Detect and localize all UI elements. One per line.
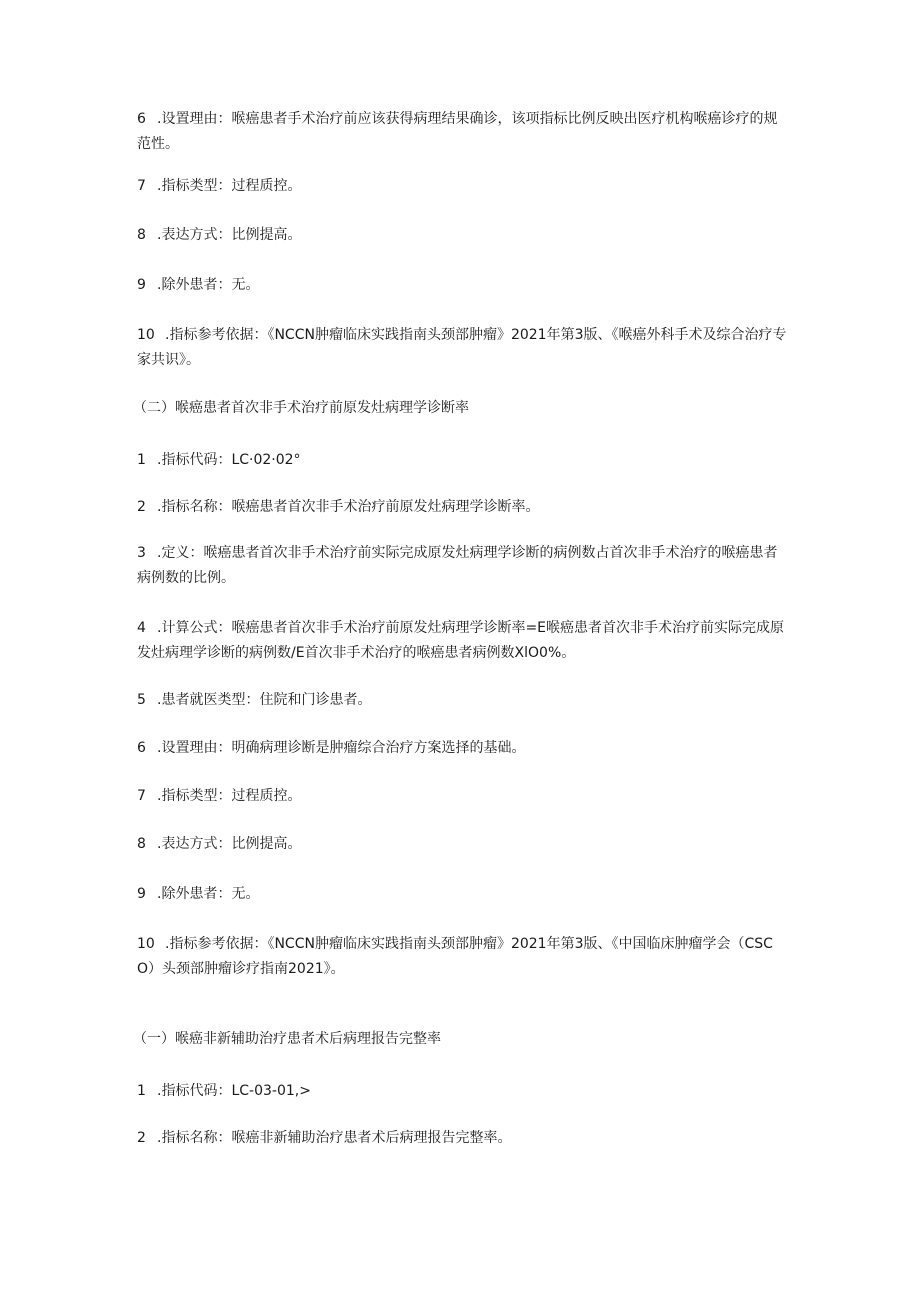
item-text: .表达方式：比例提高。 — [157, 836, 302, 852]
item-text: .表达方式：比例提高。 — [157, 227, 302, 243]
list-item — [137, 1126, 787, 1151]
item-number: 1 — [137, 1083, 146, 1099]
item-text: .设置理由：喉癌患者手术治疗前应该获得病理结果确诊，该项指标比例反映出医疗机构喉癌诊疗的规范性。 — [137, 111, 778, 152]
item-text: .指标名称：喉癌非新辅助治疗患者术后病理报告完整率。 — [157, 1130, 512, 1146]
list-item — [137, 736, 787, 761]
list-item — [137, 932, 787, 982]
item-number: 7 — [137, 788, 146, 804]
item-text: .设置理由：明确病理诊断是肿瘤综合治疗方案选择的基础。 — [157, 740, 526, 756]
section-heading: （一）喉癌非新辅助治疗患者术后病理报告完整率 — [133, 1031, 441, 1047]
item-text: .指标类型：过程质控。 — [157, 788, 302, 804]
item-text: .指标参考依据：《NCCN肿瘤临床实践指南头颈部肿瘤》2021年第3版、《喉癌外科手术及综合治疗专家共识》。 — [137, 327, 787, 368]
list-item — [137, 107, 787, 157]
list-item — [137, 174, 787, 199]
list-item — [137, 784, 787, 809]
item-text: .除外患者：无。 — [157, 277, 260, 293]
item-number: 7 — [137, 178, 146, 194]
item-text: .指标代码：LC-03-01,> — [157, 1083, 311, 1099]
list-item — [137, 1079, 787, 1104]
list-item — [137, 882, 787, 907]
item-number: 2 — [137, 499, 146, 515]
item-text: .指标代码：LC·02·02° — [157, 452, 301, 468]
list-item — [137, 223, 787, 248]
list-item — [137, 616, 787, 666]
item-number: 2 — [137, 1130, 146, 1146]
list-item — [137, 688, 787, 713]
list-item — [137, 448, 787, 473]
item-number: 6 — [137, 740, 146, 756]
item-text: .定义：喉癌患者首次非手术治疗前实际完成原发灶病理学诊断的病例数占首次非手术治疗的喉癌患者病例数的比例。 — [137, 545, 778, 586]
item-text: .指标参考依据：《NCCN肿瘤临床实践指南头颈部肿瘤》2021年第3版、《中国临床肿瘤学会（CSCO）头颈部肿瘤诊疗指南2021》。 — [137, 936, 773, 977]
item-number: 6 — [137, 111, 146, 127]
item-text: .指标类型：过程质控。 — [157, 178, 302, 194]
item-number: 9 — [137, 886, 146, 902]
section-heading: （二）喉癌患者首次非手术治疗前原发灶病理学诊断率 — [133, 400, 469, 416]
item-text: .除外患者：无。 — [157, 886, 260, 902]
item-number: 8 — [137, 227, 146, 243]
list-item — [137, 323, 787, 373]
item-number: 10 — [137, 936, 155, 952]
item-number: 10 — [137, 327, 155, 343]
item-text: .患者就医类型：住院和门诊患者。 — [157, 692, 372, 708]
list-item — [137, 541, 787, 591]
list-item — [137, 832, 787, 857]
item-number: 1 — [137, 452, 146, 468]
item-number: 4 — [137, 620, 146, 636]
list-item — [137, 495, 787, 520]
item-number: 9 — [137, 277, 146, 293]
list-item — [137, 273, 787, 298]
item-text: .指标名称：喉癌患者首次非手术治疗前原发灶病理学诊断率。 — [157, 499, 540, 515]
item-number: 5 — [137, 692, 146, 708]
item-number: 3 — [137, 545, 146, 561]
item-text: .计算公式：喉癌患者首次非手术治疗前原发灶病理学诊断率=E喉癌患者首次非手术治疗前实际完成原发灶病理学诊断的病例数/E首次非手术治疗的喉癌患者病例数XlO0%。 — [137, 620, 785, 661]
item-number: 8 — [137, 836, 146, 852]
